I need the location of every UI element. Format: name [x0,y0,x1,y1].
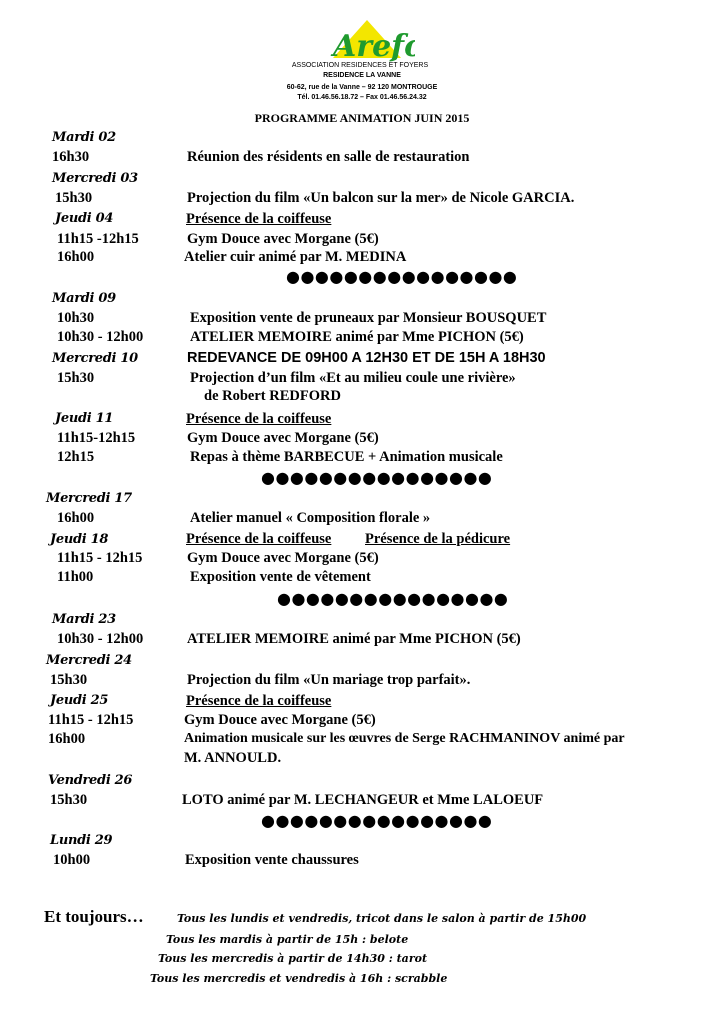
entry-text: ATELIER MEMOIRE animé par Mme PICHON (5€) [187,631,521,647]
separator: ●●●●●●●●●●●●●●●● [286,267,518,286]
day-jeudi-04: Jeudi 04 [55,211,114,226]
day-lundi-29: Lundi 29 [50,833,113,848]
day-mercredi-24: Mercredi 24 [46,653,132,668]
entry-time: 16h00 [57,249,95,265]
day-mercredi-10: Mercredi 10 [52,351,138,366]
entry-time: 11h15 - 12h15 [57,550,143,566]
entry-text: Présence de la coiffeuse [186,211,332,227]
day-jeudi-25: Jeudi 25 [50,693,109,708]
residence-phone: Tél. 01.46.56.18.72 – Fax 01.46.56.24.32 [297,94,427,101]
residence-name: RESIDENCE LA VANNE [323,72,401,79]
arefo-logo [325,18,415,63]
day-mardi-23: Mardi 23 [52,612,116,627]
day-jeudi-11: Jeudi 11 [55,411,114,426]
day-mardi-02: Mardi 02 [52,130,116,145]
footer-line: Tous les mercredis à partir de 14h30 : tarot [158,952,428,965]
day-mercredi-17: Mercredi 17 [46,491,132,506]
entry-text: Présence de la pédicure [365,531,511,547]
entry-text: Repas à thème BARBECUE + Animation musicale [190,449,503,465]
entry-text: Réunion des résidents en salle de restauration [187,149,470,165]
footer-lead: Et toujours… [44,907,144,926]
entry-time: 11h15-12h15 [57,430,136,446]
entry-text: ATELIER MEMOIRE animé par Mme PICHON (5€) [190,329,524,345]
entry-time: 15h30 [50,672,88,688]
entry-time: 16h00 [57,510,95,526]
entry-text: Gym Douce avec Morgane (5€) [187,430,379,446]
entry-time: 16h30 [52,149,90,165]
residence-address: 60-62, rue de la Vanne – 92 120 MONTROUGE [286,84,438,91]
entry-text: Présence de la coiffeuse [186,531,332,547]
entry-text: REDEVANCE DE 09H00 A 12H30 ET DE 15H A 18H30 [187,350,546,366]
day-mardi-09: Mardi 09 [52,291,116,306]
entry-text: Atelier cuir animé par M. MEDINA [184,249,407,265]
entry-time: 16h00 [48,731,86,747]
entry-time: 15h30 [50,792,88,808]
separator: ●●●●●●●●●●●●●●●● [261,811,493,830]
separator: ●●●●●●●●●●●●●●●● [261,468,493,487]
day-vendredi-26: Vendredi 26 [48,773,133,788]
entry-text: M. ANNOULD. [184,750,282,766]
entry-text: Exposition vente de vêtement [190,569,371,585]
entry-time: 10h00 [53,852,91,868]
footer-line: Tous les mercredis et vendredis à 16h : scrabble [150,972,448,985]
entry-time: 11h00 [57,569,94,585]
entry-text: Projection d’un film «Et au milieu coule une rivière» [190,370,516,386]
entry-time: 10h30 - 12h00 [57,329,144,345]
entry-time: 10h30 [57,310,95,326]
entry-time: 15h30 [55,190,93,206]
entry-time: 12h15 [57,449,95,465]
org-name: ASSOCIATION RESIDENCES ET FOYERS [291,62,429,69]
entry-text: de Robert REDFORD [204,388,341,404]
logo-text: Arefo [333,29,415,63]
footer-line: Tous les lundis et vendredis, tricot dans le salon à partir de 15h00 [177,912,587,925]
entry-text: Présence de la coiffeuse [186,411,332,427]
entry-text: Gym Douce avec Morgane (5€) [187,550,379,566]
entry-text: Projection du film «Un balcon sur la mer» de Nicole GARCIA. [187,190,575,206]
entry-time: 11h15 -12h15 [57,231,139,247]
entry-text: Exposition vente de pruneaux par Monsieur BOUSQUET [190,310,547,326]
entry-text: Animation musicale sur les œuvres de Serge RACHMANINOV animé par [184,731,625,746]
entry-text: Présence de la coiffeuse [186,693,332,709]
separator: ●●●●●●●●●●●●●●●● [277,589,509,608]
entry-text: Exposition vente chaussures [185,852,359,868]
entry-text: Gym Douce avec Morgane (5€) [184,712,376,728]
entry-text: LOTO animé par M. LECHANGEUR et Mme LALOEUF [182,792,544,808]
entry-time: 15h30 [57,370,95,386]
day-jeudi-18: Jeudi 18 [50,532,109,547]
day-mercredi-03: Mercredi 03 [52,171,138,186]
entry-time: 10h30 - 12h00 [57,631,144,647]
entry-text: Gym Douce avec Morgane (5€) [187,231,379,247]
footer-line: Tous les mardis à partir de 15h : belote [166,933,409,946]
page-title: PROGRAMME ANIMATION JUIN 2015 [254,111,470,125]
entry-text: Projection du film «Un mariage trop parfait». [187,672,471,688]
entry-time: 11h15 - 12h15 [48,712,134,728]
entry-text: Atelier manuel « Composition florale » [190,510,431,526]
